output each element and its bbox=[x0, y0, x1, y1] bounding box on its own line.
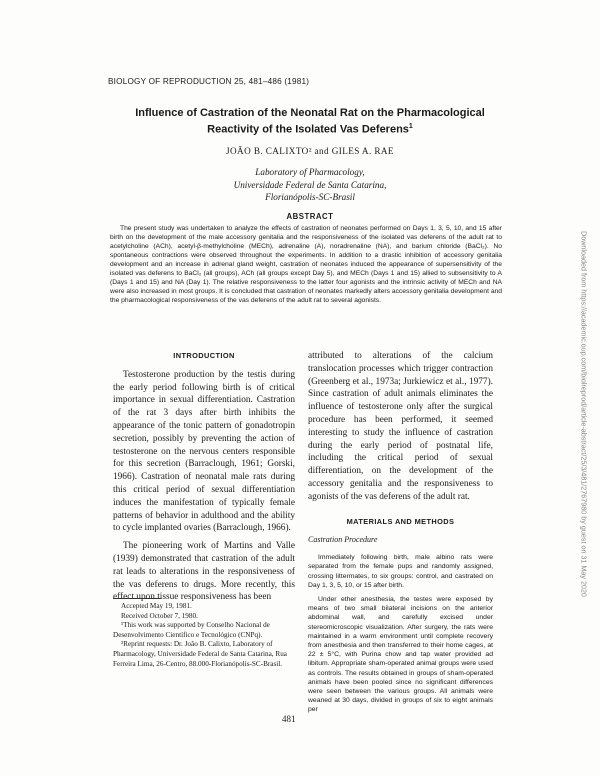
title-line-2: Reactivity of the Isolated Vas Deferens$^1$ bbox=[207, 123, 413, 136]
page-number: 481 bbox=[282, 714, 296, 724]
right-column bbox=[308, 350, 493, 720]
abstract-heading: ABSTRACT bbox=[286, 212, 334, 221]
authors: JOÃO B. CALIXTO² and GILES A. RAE bbox=[226, 146, 394, 156]
left-column bbox=[113, 350, 295, 609]
introduction-heading: INTRODUCTION bbox=[173, 351, 235, 360]
affiliation-line: Universidade Federal de Santa Catarina, bbox=[233, 179, 387, 190]
methods-heading: MATERIALS AND METHODS bbox=[346, 516, 455, 526]
methods-paragraph-2: Under ether anesthesia, the testes were exposed by means of two small bilateral incisions on the anterior abdominal wall, and carefully excised under stereomicroscopic visualization. After surgery, the rats were maintained in a warm environment until complete recovery from anesthesia and then transferred to their home cages, at 22 ± 5°C, with Purina chow and tap water provided ad libitum. Appropriate sham-operated animal groups were used as controls. The results obtained in groups of sham-operated animals have been pooled since no significant differences were seen between the various groups. All animals were weaned at 30 days, divided in groups of six to eight animals per bbox=[308, 595, 493, 714]
paper-title bbox=[100, 106, 520, 137]
affiliation-line: Laboratory of Pharmacology, bbox=[255, 167, 365, 177]
title-footnote-mark: 1 bbox=[408, 123, 413, 130]
footnotes bbox=[113, 602, 295, 669]
footnote-rule bbox=[113, 598, 161, 599]
affiliation-line: Florianópolis-SC-Brasil bbox=[265, 192, 355, 202]
intro-paragraph-2: The pioneering work of Martins and Valle (1939) demonstrated that castration of the adult rat leads to alterations in the responsiveness of the vas deferens to drugs. More recently, this effect upon tissue responsiveness has been bbox=[113, 541, 295, 603]
methods-paragraph-1: Immediately following birth, male albino rats were separated from the female pups and randomly assigned, crossing littermates, to six groups: control, and castrated on Day 1, 3, 5, 10, or 15 after birth. bbox=[308, 554, 493, 589]
footnote-received: Received October 7, 1980. bbox=[121, 611, 198, 620]
journal-citation: BIOLOGY OF REPRODUCTION 25, 481–486 (1981) bbox=[108, 77, 310, 86]
methods-subheading: Castration Procedure bbox=[308, 535, 378, 545]
footnote-funding: ¹This work was supported by Conselho Nacional de Desenvolvimento Científico e Tecnológico (CNPq). bbox=[113, 621, 270, 639]
abstract-text: The present study was undertaken to analyze the effects of castration of neonates performed on Days 1, 3, 5, 10, and 15 after birth on the development of the male accessory genitalia and the responsiveness of the isolated vas deferens of the adult rat to acetylcholine (ACh), acetyl-β-methylcholine (MECh), adrenaline (A), noradrenaline (NA), and barium chloride (BaCl₂). No spontaneous contractions were observed throughout the experiments. In addition to a drastic inhibition of accessory genitalia development and an increase in adrenal gland weight, castration of neonates induced the appearance of supersensitivity of the isolated vas deferens to BaCl₂ (all groups), ACh (all groups except Day 5), and MECh (Days 1 and 15) allied to subsensitivity to A (Days 1 and 15) and NA (Day 1). The relative responsiveness to the latter four agonists and the intrinsic activity of MECh and NA were also increased in most groups. It is concluded that castration of neonates markedly alters accessory genitalia development and the pharmacological responsiveness of the vas deferens of the adult rat to several agonists. bbox=[110, 225, 502, 304]
download-watermark: Downloaded from https://academic.oup.com/biolreprod/article-abstract/25/3/481/2767980 by guest on 31 May 2020 bbox=[579, 231, 589, 597]
footnote-reprint: ²Reprint requests: Dr. João B. Calixto, Laboratory of Pharmacology, Universidade Federal de Santa Catarina, Rua Ferreira Lima, 26-Centro, 88.000-Florianópolis-SC-Brasil. bbox=[113, 640, 287, 668]
affiliation bbox=[100, 166, 520, 204]
intro-paragraph-1: Testosterone production by the testis during the early period following birth is of critical importance in sexual differentiation. Castration of the rat 3 days after birth inhibits the appearance of the tonic pattern of gonadotropin secretion, possibly by preventing the action of testosterone on the nervous centers responsible for this secretion (Barraclough, 1961; Gorski, 1966). Castration of neonatal male rats during this critical period of sexual differentiation induces the manifestation of typically female patterns of behavior in adulthood and the ability to cycle implanted ovaries (Barraclough, 1966). bbox=[113, 369, 295, 534]
footnote-accepted: Accepted May 19, 1981. bbox=[121, 602, 192, 610]
title-line-1: Influence of Castration of the Neonatal Rat on the Pharmacological bbox=[135, 107, 485, 119]
right-paragraph-1: attributed to alterations of the calcium translocation processes which trigger contraction (Greenberg et al., 1973a; Jurkiewicz et al., 1977). Since castration of adult animals eliminates the influence of testosterone only after the surgical procedure has been performed, it seemed interesting to study the influence of castration during the early period of postnatal life, including the critical period of sexual differentiation, on the development of the accessory genitalia and the responsiveness to agonists of the vas deferens of the adult rat. bbox=[308, 351, 493, 502]
